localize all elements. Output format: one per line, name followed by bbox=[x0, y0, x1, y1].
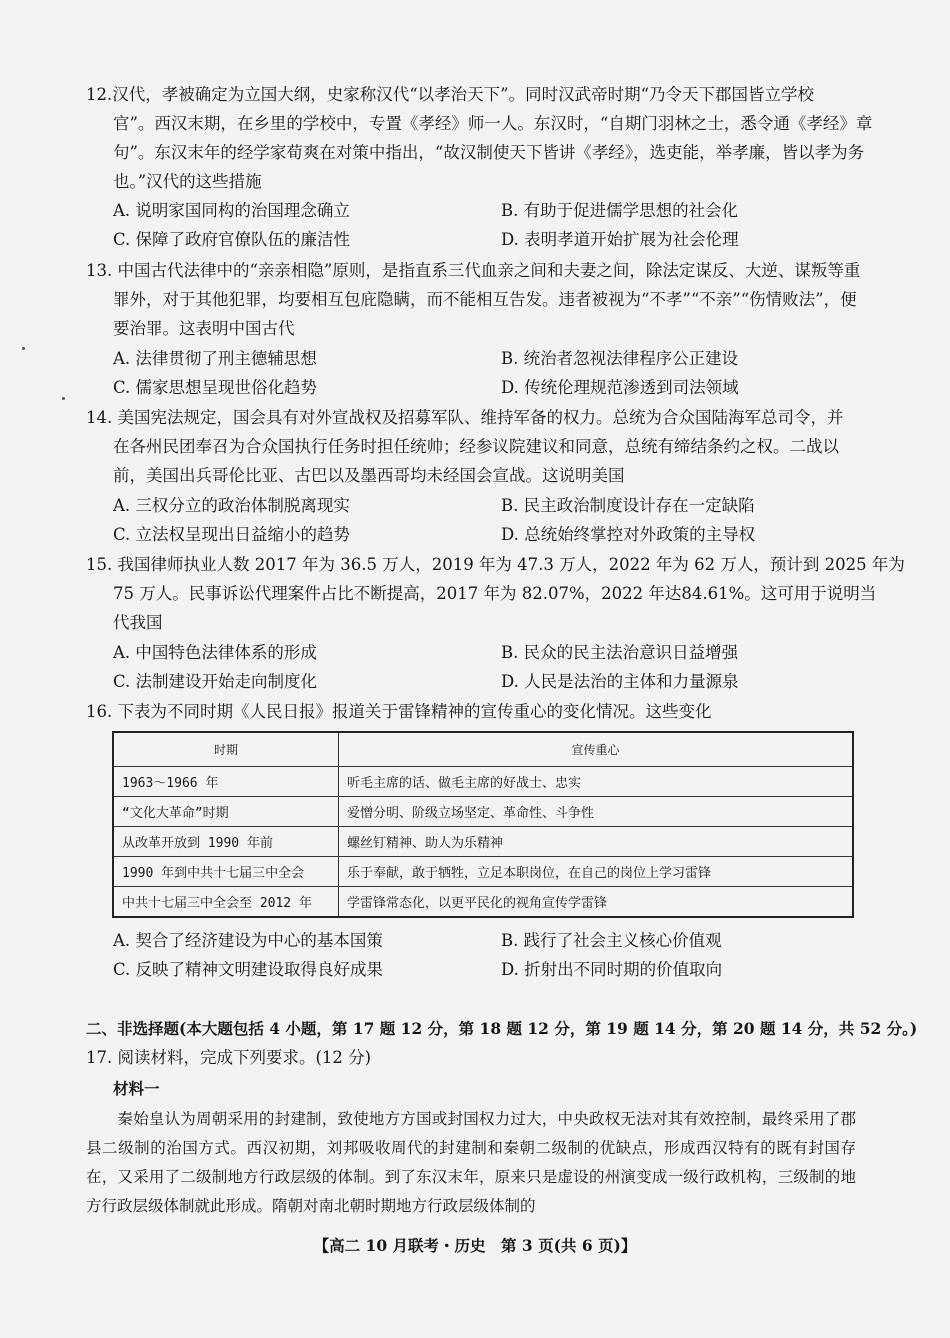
table-cell-period: 1963～1966 年 bbox=[113, 767, 339, 797]
table-row bbox=[113, 827, 853, 857]
q13-option-b: B. 统治者忽视法律程序公正建设 bbox=[501, 349, 739, 368]
table-cell-focus: 乐于奉献，敢于牺牲，立足本职岗位，在自己的岗位上学习雷锋 bbox=[339, 857, 854, 887]
q13-option-c: C. 儒家思想呈现世俗化趋势 bbox=[113, 378, 318, 397]
q16-option-c: C. 反映了精神文明建设取得良好成果 bbox=[113, 960, 384, 979]
table-cell-period: 中共十七届三中全会至 2012 年 bbox=[113, 887, 339, 918]
material-label: 材料一 bbox=[113, 1079, 160, 1098]
table-cell-focus: 听毛主席的话、做毛主席的好战士、忠实 bbox=[339, 767, 854, 797]
table-header-focus: 宣传重心 bbox=[339, 732, 854, 767]
q14-option-d: D. 总统始终掌控对外政策的主导权 bbox=[501, 525, 756, 544]
q12-option-c: C. 保障了政府官僚队伍的廉洁性 bbox=[113, 230, 351, 249]
scan-speck bbox=[62, 397, 65, 400]
q14-line-3: 前，美国出兵哥伦比亚、古巴以及墨西哥均未经国会宣战。这说明美国 bbox=[113, 466, 625, 485]
table-header-row bbox=[113, 732, 853, 767]
q12-option-a: A. 说明家国同构的治国理念确立 bbox=[113, 201, 350, 220]
scan-speck bbox=[22, 347, 25, 350]
q15-line-3: 代我国 bbox=[113, 613, 163, 632]
q15-option-a: A. 中国特色法律体系的形成 bbox=[113, 643, 317, 662]
q15-line-1: 15. 我国律师执业人数 2017 年为 36.5 万人，2019 年为 47.3 万人，2022 年为 62 万人，预计到 2025 年为 bbox=[86, 555, 905, 574]
q15-option-d: D. 人民是法治的主体和力量源泉 bbox=[501, 672, 739, 691]
q16-option-d: D. 折射出不同时期的价值取向 bbox=[501, 960, 723, 979]
q14-option-b: B. 民主政治制度设计存在一定缺陷 bbox=[501, 496, 755, 515]
table-row bbox=[113, 767, 853, 797]
q14-option-c: C. 立法权呈现出日益缩小的趋势 bbox=[113, 525, 351, 544]
q14-option-a: A. 三权分立的政治体制脱离现实 bbox=[113, 496, 350, 515]
q12-option-b: B. 有助于促进儒学思想的社会化 bbox=[501, 201, 739, 220]
table-cell-period: 从改革开放到 1990 年前 bbox=[113, 827, 339, 857]
page-footer: 【高二 10 月联考・历史 第 3 页(共 6 页)】 bbox=[313, 1236, 637, 1255]
q16-option-a: A. 契合了经济建设为中心的基本国策 bbox=[113, 931, 383, 950]
q12-line-1: 12.汉代，孝被确定为立国大纲，史家称汉代“以孝治天下”。同时汉武帝时期“乃令天下郡国皆立学校 bbox=[86, 85, 815, 104]
q16-table bbox=[112, 731, 854, 918]
table-cell-focus: 爱憎分明、阶级立场坚定、革命性、斗争性 bbox=[339, 797, 854, 827]
q13-option-a: A. 法律贯彻了刑主德辅思想 bbox=[113, 349, 317, 368]
q12-line-2: 官”。西汉末期，在乡里的学校中，专置《孝经》师一人。东汉时，“自期门羽林之士，悉令通《孝经》章 bbox=[113, 114, 873, 133]
table-row bbox=[113, 887, 853, 918]
table-row bbox=[113, 857, 853, 887]
q15-option-c: C. 法制建设开始走向制度化 bbox=[113, 672, 318, 691]
table-cell-period: 1990 年到中共十七届三中全会 bbox=[113, 857, 339, 887]
material-text: 秦始皇认为周朝采用的封建制，致使地方方国或封国权力过大，中央政权无法对其有效控制，最终采用了郡县二级制的治国方式。西汉初期，刘邦吸收周代的封建制和秦朝二级制的优缺点，形成西汉特有的既有封国存在，又采用了二级制地方行政层级的体制。到了东汉末年，原来只是虚设的州演变成一级行政机构，三级制的地方行政层级体制就此形成。隋朝对南北朝时期地方行政层级体制的 bbox=[86, 1110, 856, 1215]
q12-line-4: 也。”汉代的这些措施 bbox=[113, 172, 262, 191]
q16-line-1: 16. 下表为不同时期《人民日报》报道关于雷锋精神的宣传重心的变化情况。这些变化 bbox=[86, 702, 712, 721]
table-cell-period: “文化大革命”时期 bbox=[113, 797, 339, 827]
q13-line-2: 罪外，对于其他犯罪，均要相互包庇隐瞒，而不能相互告发。违者被视为“不孝”“不亲”“伤情败法”，便 bbox=[113, 290, 857, 309]
table-cell-focus: 学雷锋常态化，以更平民化的视角宣传学雷锋 bbox=[339, 887, 854, 918]
q15-line-2: 75 万人。民事诉讼代理案件占比不断提高，2017 年为 82.07%，2022 年达84.61%。这可用于说明当 bbox=[113, 584, 877, 603]
q14-line-2: 在各州民团奉召为合众国执行任务时担任统帅；经参议院建议和同意，总统有缔结条约之权。二战以 bbox=[113, 437, 839, 456]
q14-line-1: 14. 美国宪法规定，国会具有对外宣战权及招募军队、维持军备的权力。总统为合众国陆海军总司令，并 bbox=[86, 408, 844, 427]
q17-title: 17. 阅读材料，完成下列要求。(12 分) bbox=[86, 1048, 372, 1067]
q12-line-3: 句”。东汉末年的经学家荀爽在对策中指出，“故汉制使天下皆讲《孝经》，选吏能，举孝廉，皆以孝为务 bbox=[113, 143, 865, 162]
q13-line-3: 要治罪。这表明中国古代 bbox=[113, 319, 295, 338]
table-header-period: 时期 bbox=[113, 732, 339, 767]
section2-heading: 二、非选择题(本大题包括 4 小题，第 17 题 12 分，第 18 题 12 分，第 19 题 14 分，第 20 题 14 分，共 52 分。) bbox=[86, 1019, 918, 1038]
q13-line-1: 13. 中国古代法律中的“亲亲相隐”原则，是指直系三代血亲之间和夫妻之间，除法定谋反、大逆、谋叛等重 bbox=[86, 261, 861, 280]
q13-option-d: D. 传统伦理规范渗透到司法领域 bbox=[501, 378, 739, 397]
q12-option-d: D. 表明孝道开始扩展为社会伦理 bbox=[501, 230, 739, 249]
q15-option-b: B. 民众的民主法治意识日益增强 bbox=[501, 643, 739, 662]
table-cell-focus: 螺丝钉精神、助人为乐精神 bbox=[339, 827, 854, 857]
table-row bbox=[113, 797, 853, 827]
q16-option-b: B. 践行了社会主义核心价值观 bbox=[501, 931, 722, 950]
